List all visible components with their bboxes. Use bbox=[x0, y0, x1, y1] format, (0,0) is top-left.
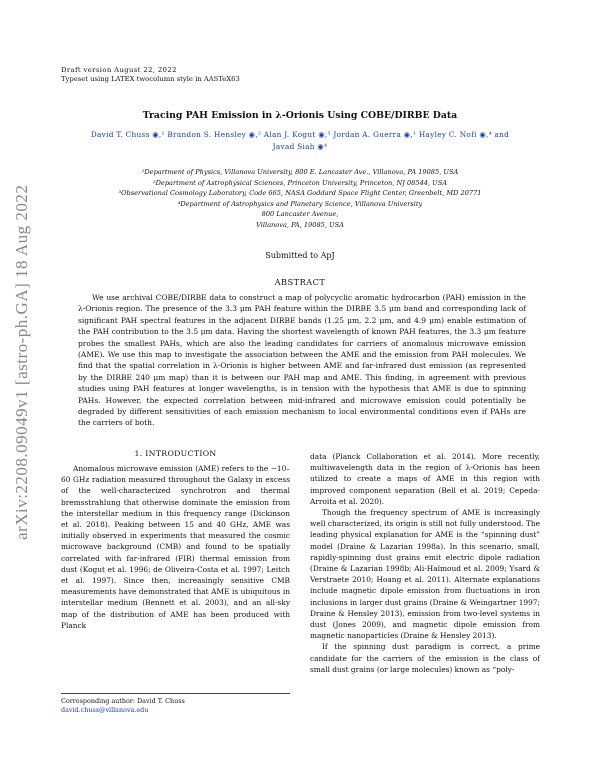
abstract-text: We use archival COBE/DIRBE data to construct a map of polycyclic aromatic hydrocarbon (PAH) emission in the λ-Orionis region. The presence of the 3.3 μm PAH feature within the DIRBE 3.5 μm band and corresponding lack of significant PAH spectral features in the adjacent DIRBE bands (1.25 μm, 2.2 μm, and 4.9 μm) enable estimation of the PAH contribution to the 3.5 μm data. Having the shortest wavelength of known PAH features, the 3.3 μm feature probes the smallest PAHs, which are also the leading candidates for carriers of anomalous microwave emission (AME). We use this map to investigate the association between the AME and the emission from PAH molecules. We find that the spatial correlation in λ-Orionis is higher between AME and far-infrared dust emission (as represented by the DIRBE 240 μm map) than it is between our PAH map and AME. This finding, in agreement with previous studies using PAH features at longer wavelengths, is in tension with the hypothesis that AME is due to spinning PAHs. However, the expected correlation between mid-infrared and microwave emission could potentially be degraded by different sensitivities of each emission mechanism to local environmental conditions even if PAHs are the carriers of both. bbox=[78, 293, 526, 428]
arxiv-identifier: arXiv:2208.09049v1 [astro-ph.GA] 18 Aug 2022 bbox=[12, 184, 31, 540]
right-column bbox=[310, 451, 540, 675]
affiliations bbox=[60, 167, 540, 230]
typeset-line: Typeset using LATEX twocolumn style in AASTeX63 bbox=[61, 75, 240, 83]
affiliation-2: ²Department of Astrophysical Sciences, Princeton University, Princeton, NJ 08544, USA bbox=[153, 178, 447, 187]
abstract-heading: ABSTRACT bbox=[274, 277, 326, 287]
author-list bbox=[60, 129, 540, 153]
right-paragraph-3: If the spinning dust paradigm is correct, a prime candidate for the carriers of the emission is the class of small dust grains (or large molecules) known as “poly- bbox=[310, 642, 540, 674]
authors-line-1: David T. Chuss ◉,¹ Brandon S. Hensley ◉,² Alan J. Kogut ◉,³ Jordan A. Guerra ◉,¹ Hayley C. Nofi ◉,⁴ and bbox=[90, 130, 510, 139]
footnote bbox=[61, 697, 290, 715]
section-heading-introduction: 1. INTRODUCTION bbox=[134, 449, 217, 458]
affiliation-1: ¹Department of Physics, Villanova University, 800 E. Lancaster Ave., Villanova, PA 19085, USA bbox=[141, 168, 459, 176]
draft-version-line: Draft version August 22, 2022 bbox=[61, 66, 177, 74]
footnote-corresponding-author: Corresponding author: David T. Chuss bbox=[61, 697, 185, 705]
affiliation-4-city: Villanova, PA, 19085, USA bbox=[256, 220, 344, 229]
footnote-email-link[interactable]: david.chuss@villanova.edu bbox=[61, 706, 149, 714]
affiliation-4: ⁴Department of Astrophysics and Planetary Science, Villanova University bbox=[177, 199, 423, 208]
affiliation-4-address: 800 Lancaster Avenue, bbox=[261, 210, 339, 218]
authors-line-2: Javad Siah ◉⁴ bbox=[272, 142, 328, 151]
right-paragraph-2: Though the frequency spectrum of AME is increasingly well characterized, its origin is still not fully understood. The leading physical explanation for AME is the “spinning dust” model (Draine & Lazarian 1998a). In this scenario, small, rapidly-spinning dust grains emit electric dipole radiation (Draine & Lazarian 1998b; Ali-Haïmoud et al. 2009; Ysard & Verstraete 2010; Hoang et al. 2011). Alternate explanations include magnetic dipole emission from fluctuations in iron inclusions in larger dust grains (Draine & Weingartner 1997; Draine & Hensley 2013), emission from two-level systems in dust (Jones 2009), and magnetic dipole emission from magnetic nanoparticles (Draine & Hensley 2013). bbox=[310, 508, 540, 641]
intro-left-column: Anomalous microwave emission (AME) refers to the ∼10–60 GHz radiation measured throughout the Galaxy in excess of the well-characterized synchrotron and thermal bremsstrahlung that otherwise dominate the emission from the interstellar medium in this frequency range (Dickinson et al. 2018). Peaking between 15 and 40 GHz, AME was initially observed in experiments that measured the cosmic microwave background (CMB) and found to be spatially correlated with far-infrared (FIR) thermal emission from dust (Kogut et al. 1996; de Oliveira-Costa et al. 1997; Leitch et al. 1997). Since then, increasingly sensitive CMB measurements have demonstrated that AME is ubiquitous in interstellar medium (Bennett et al. 2003), and an all-sky map of the distribution of AME has been produced with Planck bbox=[61, 464, 290, 630]
submitted-note: Submitted to ApJ bbox=[265, 251, 335, 260]
right-paragraph-1: data (Planck Collaboration et al. 2014). More recently, multiwavelength data in the region of λ-Orionis has been utilized to create a maps of AME in this region with improved component separation (Bell et al. 2019; Cepeda-Arroita et al. 2020). bbox=[310, 452, 540, 506]
arxiv-sidebar-stamp bbox=[0, 0, 40, 776]
affiliation-3: ³Observational Cosmology Laboratory, Code 665, NASA Goddard Space Flight Center, Greenbelt, MD 20771 bbox=[118, 189, 482, 197]
footnote-rule bbox=[61, 693, 290, 694]
paper-title: Tracing PAH Emission in λ-Orionis Using COBE/DIRBE Data bbox=[142, 110, 458, 121]
